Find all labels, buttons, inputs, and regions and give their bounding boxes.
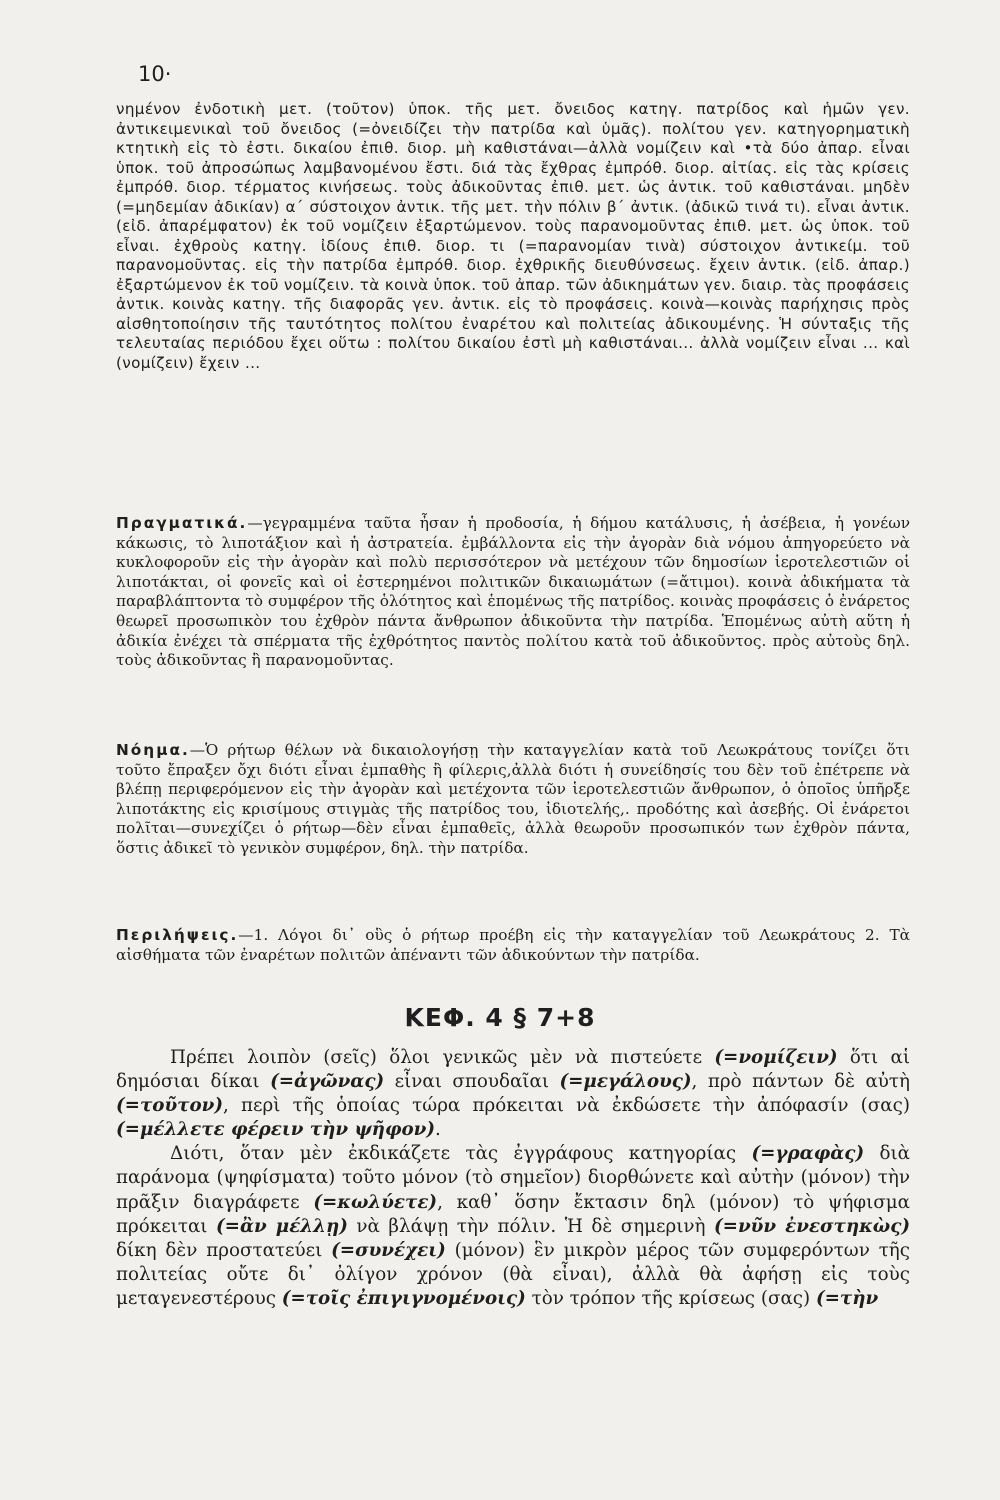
original-term: (=τὴν	[815, 1287, 879, 1309]
summaries-section	[116, 926, 910, 965]
meaning-text: —Ὁ ρήτωρ θέλων νὰ δικαιολογήσῃ τὴν καταγγελίαν κατὰ τοῦ Λεωκράτους τονίζει ὅτι τοῦτο ἔπραξεν ὄχι διότι εἶναι ἐμπαθὴς ἢ φίλερις,ἀλλὰ διότι ἡ συνείδησίς του δὲν τοῦ ἐπέτρεπε νὰ βλέπῃ περιφερόμενον εἰς τὴν ἀγορὰν καὶ μετέχοντα τῶν ἱεροτελεστιῶν ἄνθρωπον, ὁ ὁποῖος ὑπῆρξε λιποτάκτης εἰς κρισίμους στιγμὰς τῆς πατρίδος του, ἰδιοτελής,. προδότης καὶ ἀσεβής. Οἱ ἐνάρετοι πολῖται—συνεχίζει ὁ ρήτωρ—δὲν εἶναι ἐμπαθεῖς, ἀλλὰ θεωροῦν προσωπικόν των ἐχθρὸν πάντα, ὅστις ἀδικεῖ τὸ γενικὸν συμφέρον, δηλ. τὴν πατρίδα.	[116, 741, 910, 857]
realia-text: —γεγραμμένα ταῦτα ἦσαν ἡ προδοσία, ἡ δήμου κατάλυσις, ἡ ἀσέβεια, ἡ γονέων κάκωσις, τὸ λιποτάξιον καὶ ἡ ἀστρατεία. ἐμβάλλοντα εἰς τὴν ἀγορὰν διὰ νόμου ἀπηγορεύετο νὰ κυκλοφοροῦν εἰς τὴν ἀγορὰν καὶ πολὺ περισσότερον νὰ μετέχουν τῶν δημοσίων ἱεροτελεστιῶν οἱ λιποτάκται, οἱ φονεῖς καὶ οἱ ἐστερημένοι πολιτικῶν δικαιωμάτων (=ἄτιμοι). κοινὰ ἀδικήματα τὰ παραβλάπτοντα τὸ συμφέρον τῆς ὁλότητος καὶ ἑπομένως τῆς πατρίδος. κοινὰς προφάσεις ὁ ἐνάρετος θεωρεῖ προσωπικὸν του ἐχθρὸν πάντα ἄνθρωπον ἀδικοῦντα τὴν πατρίδα. Ἑπομένως αὐτὴ αὕτη ἡ ἀδικία ἐνέχει τὰ σπέρματα τῆς ἐχθρότητος παντὸς πολίτου κατὰ τοῦ ἀδικοῦντος. πρὸς αὐτοὺς δηλ. τοὺς ἀδικοῦντας ἢ παρανομοῦντας.	[116, 514, 910, 670]
original-term: (=συνέχει)	[331, 1239, 446, 1261]
translation-paragraph-1: Πρέπει λοιπὸν (σεῖς) ὅλοι γενικῶς μὲν νὰ πιστεύετε (=νομίζειν) ὅτι αἱ δημόσιαι δίκαι (=ἀγῶνας) εἶναι σπουδαῖαι (=μεγάλους), πρὸ πάντων δὲ αὐτὴ (=τοῦτον), περὶ τῆς ὁποίας τώρα πρόκειται νὰ ἐκδώσετε τὴν ἀπόφασίν (σας) (=μέλλετε φέρειν τὴν ψῆφον).	[116, 1047, 910, 1141]
page-number: 10·	[138, 62, 172, 86]
summaries-text: —1. Λόγοι δι᾽ οὓς ὁ ρήτωρ προέβη εἰς τὴν καταγγελίαν τοῦ Λεωκράτους 2. Τὰ αἰσθήματα τῶν ἐναρέτων πολιτῶν ἀπέναντι τῶν ἀδικούντων τὴν πατρίδα.	[116, 926, 910, 964]
original-term: (=ἂν μέλλῃ)	[216, 1215, 348, 1237]
original-term: (=γραφὰς)	[751, 1143, 865, 1165]
original-term: (=κωλύετε)	[313, 1191, 438, 1213]
grammar-notes: νημένον ἐνδοτικὴ μετ. (τοῦτον) ὑποκ. τῆς μετ. ὄνειδος κατηγ. πατρίδος καὶ ἡμῶν γεν. ἀντικειμενικαὶ τοῦ ὄνειδος (=ὀνειδίζει τὴν πατρίδα καὶ ὑμᾶς). πολίτου γεν. κατηγορηματικὴ κτητικὴ εἰς τὸ ἐστι. δικαίου ἐπιθ. διορ. μὴ καθιστάναι—ἀλλὰ νομίζειν καὶ •τὰ δύο ἀπαρ. εἶναι ὑποκ. τοῦ ἀπροσώπως λαμβανομένου ἔστι. διά τὰς ἔχθρας ἐμπρόθ. διορ. αἰτίας. εἰς τὰς κρίσεις ἐμπρόθ. διορ. τέρματος κινήσεως. τοὺς ἀδικοῦντας ἐπιθ. μετ. ὡς ἀντικ. τοῦ καθιστάναι. μηδὲν (=μηδεμίαν ἀδικίαν) α΄ σύστοιχον ἀντικ. τῆς μετ. τὴν πόλιν β΄ ἀντικ. (ἀδικῶ τινά τι). εἶναι ἀντικ. (εἰδ. ἀπαρέμφατον) ἐκ τοῦ νομίζειν ἐξαρτώμενον. τοὺς παρανομοῦντας ἐπιθ. μετ. ὡς ὑποκ. τοῦ εἶναι. ἐχθροὺς κατηγ. ἰδίους ἐπιθ. διορ. τι (=παρανομίαν τινὰ) σύστοιχον ἀντικείμ. τοῦ παρανομοῦντας. εἰς τὴν πατρίδα ἐμπρόθ. διορ. ἐχθρικῆς διευθύνσεως. ἔχειν ἀντικ. (εἰδ. ἀπαρ.) ἐξαρτώμενον ἐκ τοῦ νομίζειν. τὰ κοινὰ ὑποκ. τοῦ ἀπαρ. τῶν ἀδικημάτων γεν. διαιρ. τὰς προφάσεις ἀντικ. κοινὰς κατηγ. τῆς διαφορᾶς γεν. ἀντικ. εἰς τὸ προφάσεις. κοινὰ—κοινὰς παρήχησις πρὸς αἰσθητοποίησιν τῆς ταυτότητος πολίτου ἐναρέτου καὶ πολιτείας ἀδικουμένης. Ἡ σύνταξις τῆς τελευταίας περιόδου ἔχει οὕτω : πολίτου δικαίου ἐστὶ μὴ καθιστάναι... ἀλλὰ νομίζειν εἶναι ... καὶ (νομίζειν) ἔχειν ...	[116, 100, 910, 372]
meaning-heading: Νόημα.	[116, 741, 190, 759]
meaning-section	[116, 741, 910, 859]
original-term: (=μεγάλους)	[559, 1071, 692, 1093]
original-term: (=ἀγῶνας)	[270, 1071, 385, 1093]
original-term: (=νῦν ἐνεστηκὼς)	[714, 1215, 910, 1237]
original-term: (=μέλλετε φέρειν τὴν ψῆφον)	[116, 1119, 436, 1141]
realia-heading: Πραγματικά.	[116, 514, 248, 532]
translation	[116, 1046, 910, 1311]
original-term: (=τοῦτον)	[116, 1095, 223, 1117]
chapter-heading: ΚΕΦ. 4 § 7+8	[404, 1003, 596, 1032]
summaries-heading: Περιλήψεις.	[116, 926, 239, 944]
original-term: (=νομίζειν)	[714, 1047, 838, 1068]
translation-paragraph-2: Διότι, ὅταν μὲν ἐκδικάζετε τὰς ἐγγράφους κατηγορίας (=γραφὰς) διὰ παράνομα (ψηφίσματα) τοῦτο μόνον (τὸ σημεῖον) διορθώνετε καὶ αὐτὴν (μόνον) τὴν πρᾶξιν διαγράφετε (=κωλύετε), καθ᾽ ὅσην ἔκτασιν δηλ (μόνον) τὸ ψήφισμα πρόκειται (=ἂν μέλλῃ) νὰ βλάψῃ τὴν πόλιν. Ἡ δὲ σημερινὴ (=νῦν ἐνεστηκὼς) δίκη δὲν προστατεύει (=συνέχει) (μόνον) ἓν μικρὸν μέρος τῶν συμφερόντων τῆς πολιτείας οὔτε δι᾽ ὀλίγον χρόνον (θὰ εἶναι), ἀλλὰ θὰ ἀφήσῃ εἰς τοὺς μεταγενεστέρους (=τοῖς ἐπιγιγνομένοις) τὸν τρόπον τῆς κρίσεως (σας) (=τὴν	[116, 1143, 911, 1309]
original-term: (=τοῖς ἐπιγιγνομένοις)	[281, 1287, 526, 1309]
realia-section	[116, 514, 910, 671]
